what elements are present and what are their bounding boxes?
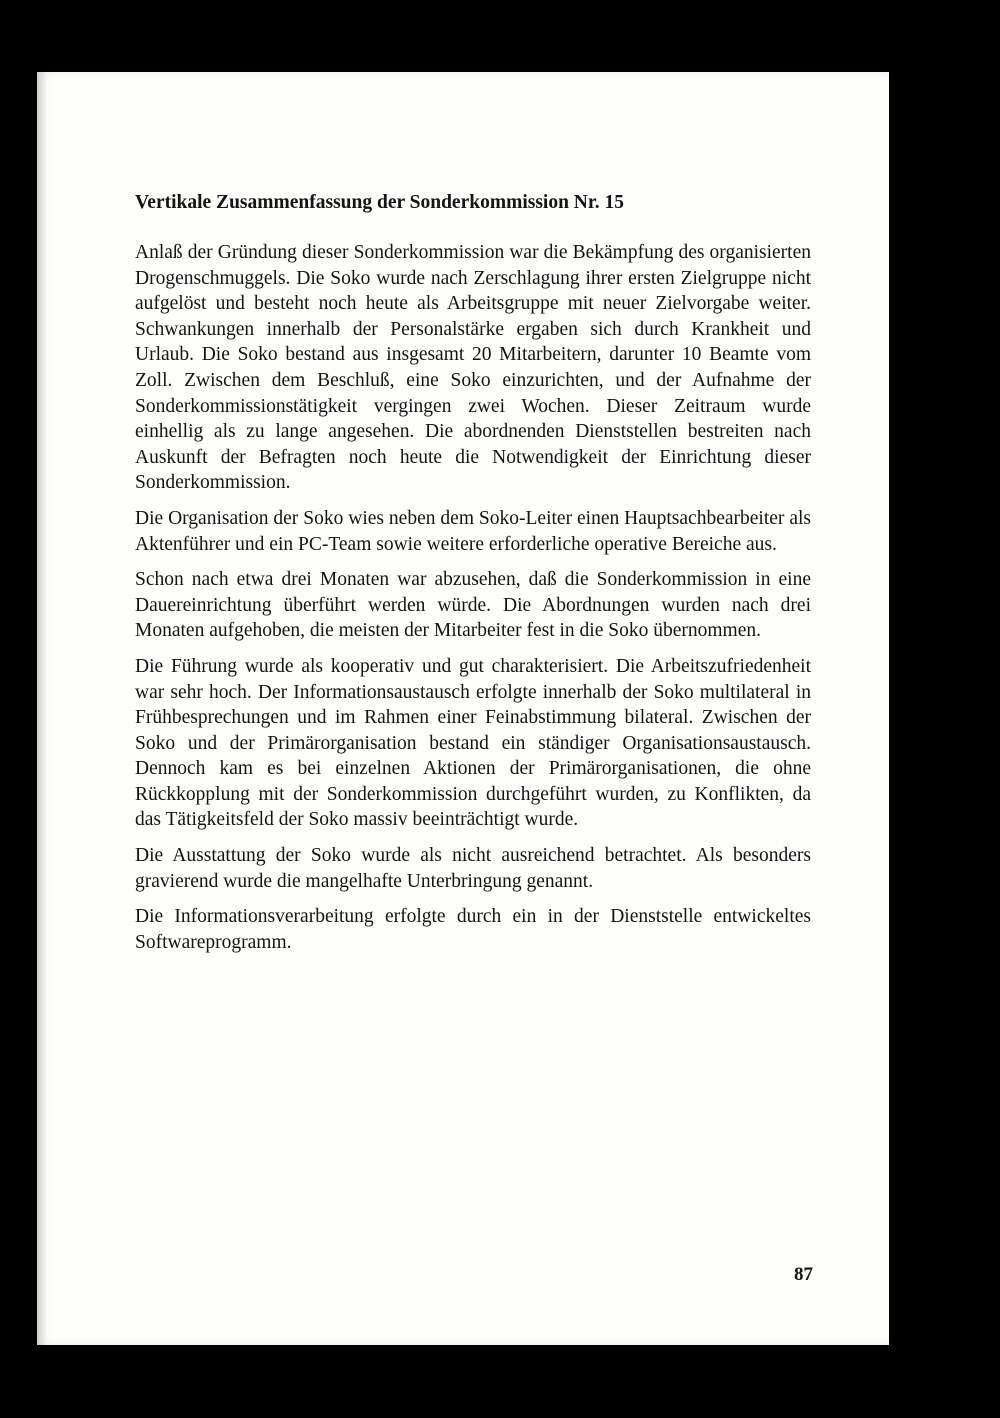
spine-shadow bbox=[37, 72, 47, 1345]
paragraph-6: Die Informationsverarbeitung erfolgte durch ein in der Dienststelle entwickeltes Softwareprogramm. bbox=[135, 906, 811, 953]
book-page bbox=[37, 72, 889, 1345]
page-content bbox=[135, 190, 811, 965]
paragraph-2: Die Organisation der Soko wies neben dem Soko-Leiter einen Hauptsachbearbeiter als Aktenführer und ein PC-Team sowie weitere erforderliche operative Bereiche aus. bbox=[135, 507, 811, 555]
paragraph-1: Anlaß der Gründung dieser Sonderkommission war die Bekämpfung des organisierten Drogenschmuggels. Die Soko wurde nach Zerschlagung ihrer ersten Zielgruppe nicht aufgelöst und besteht noch heute als Arbeitsgruppe mit neuer Zielvorgabe weiter. Schwankungen innerhalb der Personalstärke ergaben sich durch Krankheit und Urlaub. Die Soko bestand aus insgesamt 20 Mitarbeitern, darunter 10 Beamte vom Zoll. Zwischen dem Beschluß, eine Soko einzurichten, und der Aufnahme der Sonderkommissionstätigkeit vergingen zwei Wochen. Dieser Zeitraum wurde einhellig als zu lange angesehen. Die abordnenden Dienststellen bestreiten nach Auskunft der Befragten noch heute die Notwendigkeit der Einrichtung dieser Sonderkommission. bbox=[135, 242, 811, 494]
paragraph-4: Die Führung wurde als kooperativ und gut charakterisiert. Die Arbeitszufriedenheit war sehr hoch. Der Informationsaustausch erfolgte innerhalb der Soko multilateral in Frühbesprechungen und im Rahmen einer Feinabstimmung bilateral. Zwischen der Soko und der Primärorganisation bestand ein ständiger Organisationsaustausch. Dennoch kam es bei einzelnen Aktionen der Primärorganisationen, die ohne Rückkopplung mit der Sonderkommission durchgeführt wurden, zu Konflikten, da das Tätigkeitsfeld der Soko massiv beeinträchtigt wurde. bbox=[135, 655, 811, 831]
paragraph-5: Die Ausstattung der Soko wurde als nicht ausreichend betrachtet. Als besonders gravierend wurde die mangelhafte Unterbringung genannt. bbox=[135, 845, 811, 892]
page-number: 87 bbox=[794, 1264, 813, 1285]
section-heading: Vertikale Zusammenfassung der Sonderkommission Nr. 15 bbox=[135, 192, 625, 213]
paragraph-3: Schon nach etwa drei Monaten war abzusehen, daß die Sonderkommission in eine Dauereinrichtung überführt werden würde. Die Abordnungen wurden nach drei Monaten aufgehoben, die meisten der Mitarbeiter fest in die Soko übernommen. bbox=[135, 569, 811, 642]
